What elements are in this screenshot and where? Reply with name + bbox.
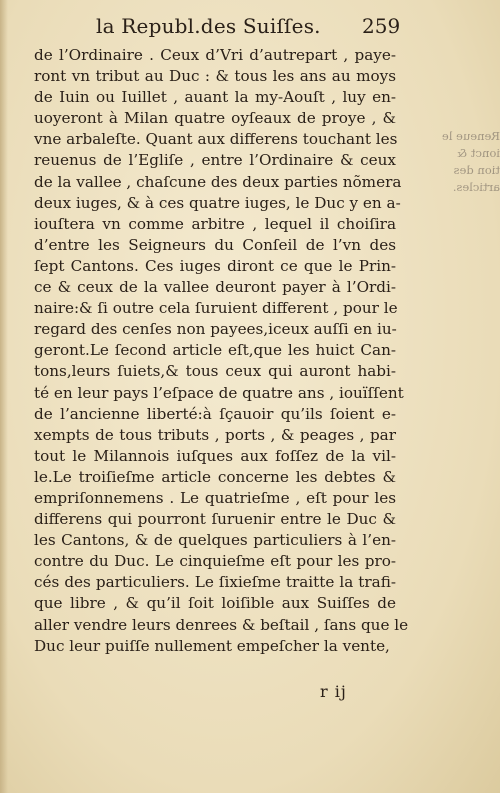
- page-header: [0, 14, 500, 44]
- text-line: que libre , & qu’il ſoit loiſible aux Suiſſes de: [34, 594, 396, 613]
- text-line: le.Le troiſieſme article concerne les debtes &: [34, 467, 396, 486]
- page-edge-shadow: [0, 0, 8, 793]
- text-line: empriſonnemens . Le quatrieſme , eſt pour les: [34, 488, 396, 507]
- text-line: Duc leur puiſſe nullement empeſcher la vente,: [34, 636, 390, 655]
- running-title: la Republ.des Suiſſes.: [96, 14, 321, 38]
- text-line: reuenus de l’Egliſe , entre l’Ordinaire & ceux: [34, 151, 396, 170]
- text-line: les Cantons, & de quelques particuliers à l’en-: [34, 531, 396, 550]
- text-line: cés des particuliers. Le ſixieſme traitte la trafi-: [34, 573, 396, 592]
- text-line: tout le Milannois iuſques aux foſſez de la vil-: [34, 446, 396, 465]
- text-line: de Iuin ou Iuillet , auant la my-Aouſt , luy en-: [34, 88, 396, 107]
- text-line: de la vallee , chaſcune des deux parties nõmera: [34, 172, 402, 191]
- text-line: té en leur pays l’eſpace de quatre ans , iouïſſent: [34, 383, 404, 402]
- text-line: xempts de tous tributs , ports , & peages , par: [34, 425, 396, 444]
- margin-note-line: tion des: [453, 163, 500, 177]
- text-line: aller vendre leurs denrees & beſtail , ſans que le: [34, 615, 409, 634]
- text-line: d’entre les Seigneurs du Conſeil de l’vn des: [34, 235, 396, 254]
- text-line: naire:& ſi outre cela ſuruient different , pour le: [34, 299, 398, 318]
- body-text: [34, 45, 409, 657]
- text-line: ſept Cantons. Ces iuges diront ce que le Prin-: [34, 256, 396, 275]
- margin-note-line: ionct &: [457, 146, 500, 160]
- text-line: iouſtera vn comme arbitre , lequel il choiſira: [34, 214, 396, 233]
- margin-note-line: articles.: [452, 180, 500, 194]
- text-line: regard des cenſes non payees,iceux auſſi en iu-: [34, 320, 397, 339]
- text-line: deux iuges, & à ces quatre iuges, le Duc y en a-: [34, 193, 401, 212]
- text-line: vne arbaleſte. Quant aux differens touchant les: [34, 130, 398, 149]
- text-line: contre du Duc. Le cinquieſme eſt pour les pro-: [34, 552, 396, 571]
- text-line: de l’ancienne liberté:à ſçauoir qu’ils ſoient e-: [34, 404, 396, 423]
- text-line: tons,leurs ſuiets,& tous ceux qui auront habi-: [34, 362, 396, 381]
- signature-mark: r ij: [320, 682, 347, 701]
- page-number: 259: [362, 14, 401, 38]
- text-line: ce & ceux de la vallee deuront payer à l’Ordi-: [34, 278, 396, 297]
- text-line: uoyeront à Milan quatre oyſeaux de proye , &: [34, 109, 396, 128]
- text-line: geront.Le ſecond article eſt,que les huict Can-: [34, 341, 396, 360]
- text-line: differens qui pourront ſuruenir entre le Duc &: [34, 510, 396, 529]
- show-through-margin-note: [418, 128, 500, 196]
- text-line: de l’Ordinaire . Ceux d’Vri d’autrepart , paye-: [34, 46, 396, 64]
- margin-note-line: Reneue le: [441, 129, 500, 143]
- text-line: ront vn tribut au Duc : & tous les ans au moys: [34, 67, 396, 86]
